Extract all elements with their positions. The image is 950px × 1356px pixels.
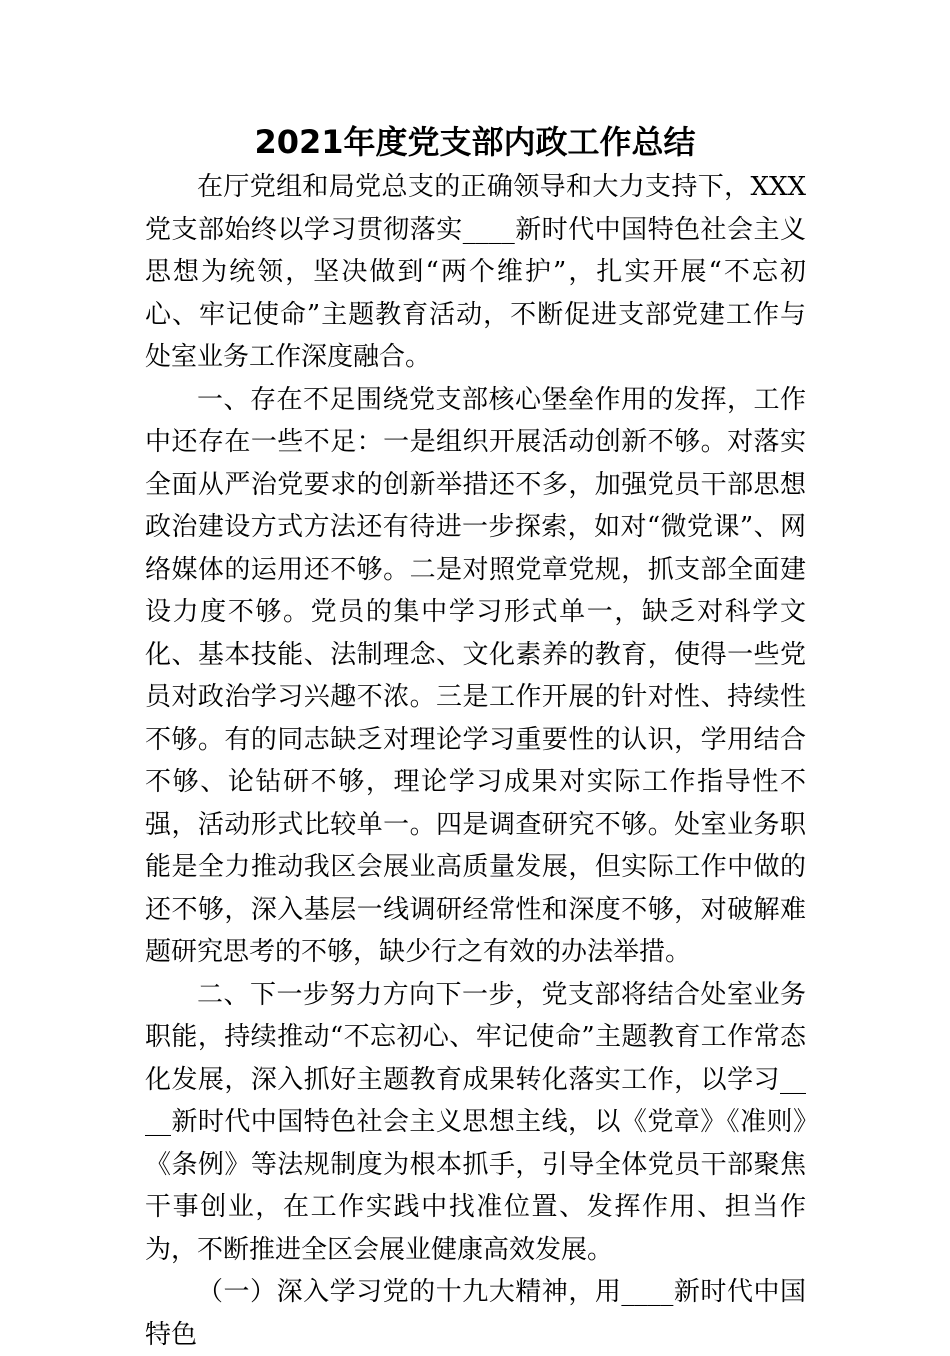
paragraph-shortcomings: 一、存在不足围绕党支部核心堡垒作用的发挥，工作中还存在一些不足：一是组织开展活动创新不够。对落实全面从严治党要求的创新举措还不多，加强党员干部思想政治建设方式方法还有待进一步探索，如对“微党课”、网络媒体的运用还不够。二是对照党章党规，抓支部全面建设力度不够。党员的集中学习形式单一，缺乏对科学文化、基本技能、法制理念、文化素养的教育，使得一些党员对政治学习兴趣不浓。三是工作开展的针对性、持续性不够。有的同志缺乏对理论学习重要性的认识，学用结合不够、论钻研不够，理论学习成果对实际工作指导性不强，活动形式比较单一。四是调查研究不够。处室业务职能是全力推动我区会展业高质量发展，但实际工作中做的还不够，深入基层一线调研经常性和深度不够，对破解难题研究思考的不够，缺少行之有效的办法举措。	[145, 384, 806, 967]
paragraph-item-one: （一）深入学习党的十九大精神，用____新时代中国特色	[145, 1277, 806, 1350]
paragraph-intro: 在厅党组和局党总支的正确领导和大力支持下，XXX党支部始终以学习贯彻落实____新时代中国特色社会主义思想为统领，坚决做到“两个维护”，扎实开展“不忘初心、牢记使命”主题教育活动，不断促进支部党建工作与处室业务工作深度融合。	[145, 172, 806, 372]
document-title: 2021年度党支部内政工作总结	[254, 123, 696, 161]
document-body	[145, 166, 806, 1356]
paragraph-next-steps: 二、下一步努力方向下一步，党支部将结合处室业务职能，持续推动“不忘初心、牢记使命”主题教育工作常态化发展，深入抓好主题教育成果转化落实工作，以学习____新时代中国特色社会主义思想主线，以《党章》《准则》《条例》等法规制度为根本抓手，引导全体党员干部聚焦干事创业，在工作实践中找准位置、发挥作用、担当作为，不断推进全区会展业健康高效发展。	[145, 979, 806, 1265]
